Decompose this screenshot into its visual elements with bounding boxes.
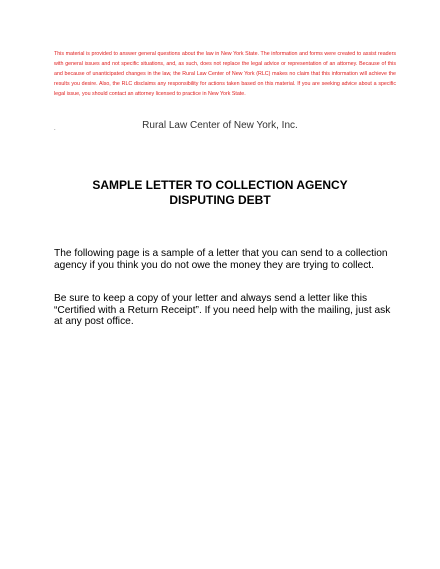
instructions-paragraph: Be sure to keep a copy of your letter and always send a letter like this “Certified with a Return Receipt”. If you need help with the mailing, just ask at any post office. (54, 293, 391, 327)
intro-paragraph: The following page is a sample of a letter that you can send to a collection agency if you think you do not owe the money they are trying to collect. (54, 248, 388, 271)
document-title-line-2: DISPUTING DEBT (169, 193, 271, 207)
stray-dot: . (54, 126, 56, 132)
document-title (0, 178, 440, 208)
organization-name: Rural Law Center of New York, Inc. (142, 120, 298, 131)
document-title-line-1: SAMPLE LETTER TO COLLECTION AGENCY (92, 178, 348, 192)
legal-disclaimer: This material is provided to answer general questions about the law in New York State. The information and forms were created to assist readers with general issues and not specific situations, and, as such, does not replace the legal advice or representation of an attorney. Because of this and because of unanticipated changes in the law, the Rural Law Center of New York (RLC) makes no claim that this information will achieve the results you desire. Also, the RLC disclaims any responsibility for actions taken based on this material. If you are seeking advice about a specific legal issue, you should contact an attorney licensed to practice in New York State. (54, 51, 396, 97)
